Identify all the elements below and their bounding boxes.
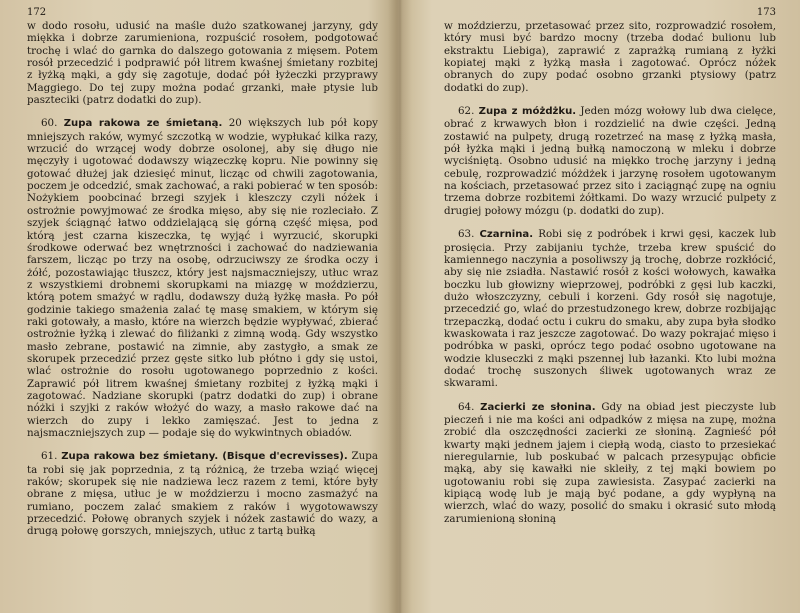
- page-text: [444, 20, 776, 525]
- recipe-body: Gdy na obiad jest pieczyste lub pieczeń i nie ma kości ani odpadków z mięsa na zupę, można zrobić dla oszczędności zacierki ze słoniną. Zagnieść pół kwarty mąki jednem jajem i ciepłą wodą, ciasto to przesiekać nieregularnie, lub poskubać w palcach przesypując obficie mąką, aby się kawałki nie skleiły, z tej mąki bowiem po ugotowaniu robi się zupa zawiesista. Zasypać zacierki na kipiącą wodę lub je mają być podane, a gdy wypłyną na wierzch, wlać do wazy, posolić do smaku i okrasić suto młodą zarumienioną słoniną: [444, 400, 777, 525]
- recipe-body: Zupa ta robi się jak poprzednia, z tą różnicą, że trzeba wziąć więcej raków; skorupek się nie nadziewa lecz razem z temi, które były obrane z mięsa, utłuc je w moździerzu i mocno zasmażyć na rumiano, poczem zalać smakiem z raków i wygotowawszy przecedzić. Połowę obranych szyjek i nóżek zastawić do wazy, a drugą połowę gorszych, mniejszych, utłuc z tartą bułką: [27, 450, 378, 538]
- recipe-62: [444, 105, 776, 217]
- paragraph: w moździerzu, przetasować przez sito, rozprowadzić rosołem, który musi być bardzo mocny (trzeba dodać bulionu lub ekstraktu Liebiga), zaprawić z zaprażką rumianą z łyżki kopiatej mąki z łyżką masła i zagotować. Oprócz nóżek obranych do zupy podać osobno grzanki ptysiowy (patrz dodatki do zup).: [444, 20, 776, 94]
- recipe-body: Jeden mózg wołowy lub dwa cielęce, obrać z krwawych błon i rozdzielić na dwie części. Jedną zostawić na pulpety, drugą rozetrzeć na masę z łyżką masła, pół łyżka mąki i jedną bułką namoczoną w mleku i dobrze wyciśniętą. Osobno udusić na miękko trochę jarzyny i jedną cebulę, rozprowadzić móżdżek i jarzynę rosołem ugotowanym na kościach, przetasować przez sito i zaciągnąć zupę na ogniu trzema dobrze rozbitemi żółtkami. Do wazy wrzucić pulpety z drugiej połowy mózgu (p. dodatki do zup).: [444, 105, 776, 217]
- recipe-title: Zupa rakowa bez śmietany. (Bisque d'ecrevisses).: [61, 451, 348, 463]
- recipe-61: [27, 450, 378, 537]
- recipe-title: Zacierki ze słonina.: [480, 401, 596, 413]
- recipe-title: Zupa z móżdżku.: [478, 106, 577, 118]
- recipe-63: [444, 228, 776, 389]
- right-page: [400, 0, 800, 613]
- recipe-number: 64.: [458, 400, 475, 413]
- recipe-title: Czarnina.: [479, 229, 534, 241]
- recipe-60: [27, 117, 378, 439]
- page-text: [27, 20, 378, 538]
- page-number: 173: [756, 7, 776, 18]
- recipe-title: Zupa rakowa ze śmietaną.: [63, 118, 223, 130]
- recipe-number: 63.: [458, 228, 475, 241]
- page-number: 172: [27, 7, 47, 18]
- recipe-number: 62.: [458, 105, 475, 118]
- recipe-body: 20 większych lub pół kopy mniejszych raków, wymyć szczotką w wodzie, wypłukać kilka razy, wrzucić do wrzącej wody dobrze osolonej, aby się długo nie męczyły i ugotować dodawszy wiązeczkę kopru. Nie powinny się gotować dłużej jak dziesięć minut, licząc od chwili zagotowania, poczem je odcedzić, smak zachować, a raki pobierać w ten sposób: Nożykiem poobcinać brzegi szyjek i kleszczy czyli nóżek i ostrożnie powyjmować ze środka mięso, aby się nie rozleciało. Z szyjek ściągnąć łatwo oddzielającą się górną część mięsa, pod którą jest czarna kiszeczka, tę wyjąć i wyrzucić, skorupki środkowe oderwać bez wnętrzności i zachować do nadziewania farszem, licząc po trzy na osobę, odrzuciwszy ze środka oczy i żółć, pozostawiając tłuszcz, który jest najsmaczniejszy, utłuc wraz z wszystkiemi drobnemi skorupkami na miazgę w moździerzu, którą potem smażyć w rądlu, dodawszy dużą łyżkę masła. Po pół godzinie takiego smażenia zalać tę masę smakiem, w którym się raki gotowały, a masło, które na wierzch będzie wypływać, zbierać ostrożnie łyżką i zlewać do filiżanki z zimną wodą. Gdy wszystko masło zebrane, postawić na zimnie, aby zastygło, a smak ze skorupek przecedzić przez gęste sitko lub płótno i gdy się ustoi, wlać ostrożnie do rosołu ugotowanego poprzednio z kości. Zaprawić pół litrem kwaśnej śmietany rozbitej z łyżką mąki i zagotować. Nadziane skorupki (patrz dodatki do zup) i obrane nóżki i szyjki z raków włożyć do wazy, a masło rakowe dać na wierzch do zupy i lekko zamięszać. Jest to jedna z najsmaczniejszych zup — podaje się do wykwintnych obiadów.: [27, 117, 378, 439]
- recipe-number: 60.: [41, 117, 58, 130]
- recipe-number: 61.: [41, 450, 58, 463]
- paragraph: w dodo rosołu, udusić na maśle dużo szatkowanej jarzyny, gdy miękka i dobrze zarumieniona, rozpuścić rosołem, podgotować trochę i wlać do garnka do dalszego gotowania z mięsem. Potem rosół przecedzić i podprawić pół litrem kwaśnej śmietany rozbitej z łyżką mąki, a gdy się zagotuje, dodać pół łyżeczki przyprawy Maggiego. Do tej zupy można podać grzanki, małe ptysie lub paszteciki (patrz dodatki do zup).: [27, 20, 378, 107]
- recipe-body: Robi się z podróbek i krwi gęsi, kaczek lub prosięcia. Przy zabijaniu tychże, trzeba krew spuścić do kamiennego naczynia a posoliwszy ją trochę, dobrze rozkłócić, aby się nie zsiadła. Nastawić rosół z kości wołowych, kawałka boczku lub głowizny wieprzowej, podróbki z gęsi lub kaczki, dużo włoszczyzny, cebuli i korzeni. Gdy rosół się nagotuje, przecedzić go, wlać do przestudzonego krew, dobrze rozbijając trzepaczką, dodać octu i cukru do smaku, aby zupa była słodko kwaskowata i raz jeszcze zagotować. Do wazy pokrajać mięso i podróbka w paski, oprócz tego podać osobno ugotowane na wodzie kluseczki z mąki pszennej lub łazanki. Kto lubi można dodać trochę suszonych śliwek ugotowanych wraz ze skwarami.: [444, 228, 777, 390]
- recipe-64: [444, 401, 776, 525]
